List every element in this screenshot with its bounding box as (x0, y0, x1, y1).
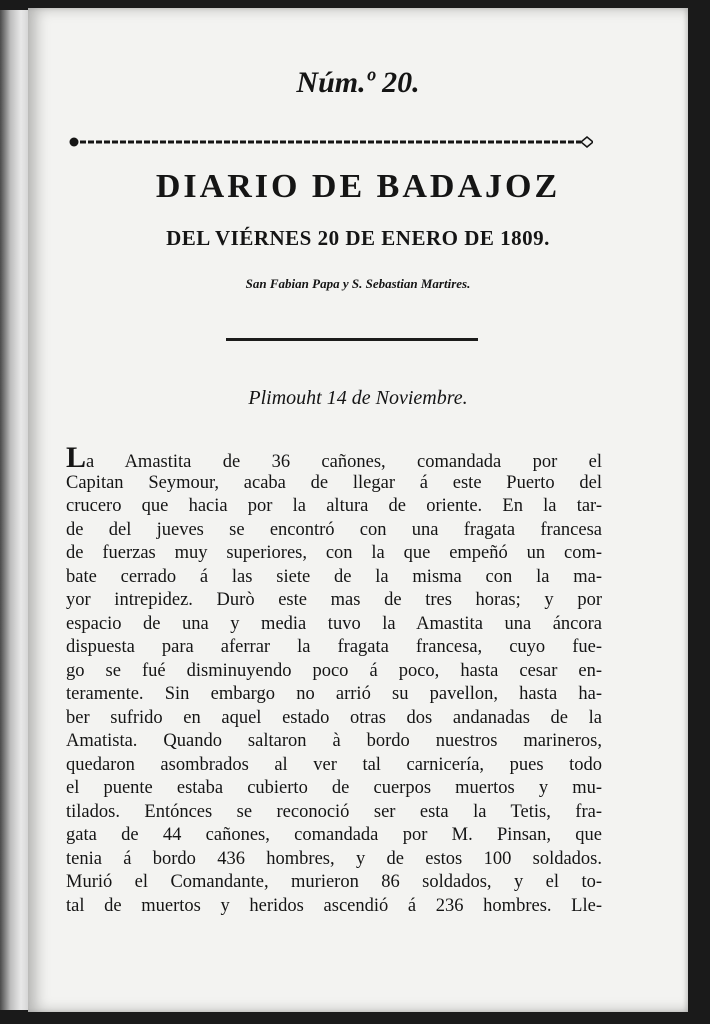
article-line (66, 777, 602, 801)
article-line (66, 613, 602, 637)
article-line (66, 824, 602, 848)
article-line (66, 848, 602, 872)
article-line (66, 519, 602, 543)
dateline: DEL VIÉRNES 20 DE ENERO DE 1809. (166, 226, 550, 250)
article-body (66, 441, 602, 918)
article-line-text: dispuesta para aferrar la fragata francesa, cuyo fue- (66, 637, 602, 657)
article-line-text: de fuerzas muy superiores, con la que empeñó un com- (66, 543, 602, 563)
masthead-title: DIARIO DE BADAJOZ (155, 168, 561, 205)
saints-of-the-day: San Fabian Papa y S. Sebastian Martires. (245, 276, 471, 291)
newspaper-page (28, 8, 688, 1012)
article-line-text: Amatista. Quando saltaron à bordo nuestros marineros, (66, 731, 602, 751)
issue-number: Núm.º 20. (296, 66, 420, 99)
article-line (66, 566, 602, 590)
article-line-text: a Amastita de 36 cañones, comandada por el (86, 452, 602, 472)
article-line (66, 895, 602, 919)
article-line-text: ber sufrido en aquel estado otras dos andanadas de la (66, 707, 602, 728)
article-line (66, 472, 602, 496)
article-line (66, 871, 602, 895)
drop-cap: L (66, 441, 87, 474)
article-line (66, 754, 602, 778)
article-line (66, 707, 602, 731)
article-line (66, 730, 602, 754)
article-line-text: go se fué disminuyendo poco á poco, hasta cesar en- (66, 660, 602, 681)
article-location: Plimouht 14 de Noviembre. (248, 387, 468, 409)
article-line (66, 495, 602, 519)
article-line-text: bate cerrado á las siete de la misma con la ma- (66, 566, 602, 587)
book-binding (0, 10, 30, 1010)
article-line-text: crucero que hacia por la altura de oriente. En la tar- (66, 496, 602, 516)
ornamental-rule (68, 136, 593, 148)
article-line (66, 441, 602, 474)
article-line (66, 801, 602, 825)
section-rule (226, 338, 478, 341)
article-line-text: tilados. Entónces se reconoció ser esta la Tetis, fra- (66, 801, 602, 822)
article-line-text: gata de 44 cañones, comandada por M. Pinsan, que (66, 825, 602, 845)
article-line-text: espacio de una y media tuvo la Amastita una áncora (66, 613, 602, 634)
article-line-text: yor intrepidez. Durò este mas de tres horas; y por (66, 590, 602, 610)
article-line-text: Murió el Comandante, murieron 86 soldados, y el to- (66, 872, 602, 892)
article-line-text: tal de muertos y heridos ascendió á 236 hombres. Lle- (66, 895, 602, 916)
article-line (66, 589, 602, 613)
article-line (66, 542, 602, 566)
article-line (66, 660, 602, 684)
article-line (66, 683, 602, 707)
article-line-text: de del jueves se encontró con una fragata francesa (66, 519, 602, 540)
article-line-text: tenia á bordo 436 hombres, y de estos 100 soldados. (66, 848, 602, 869)
article-line-text: el puente estaba cubierto de cuerpos muertos y mu- (66, 778, 602, 798)
article-line-text: Capitan Seymour, acaba de llegar á este Puerto del (66, 472, 602, 493)
article-line-text: teramente. Sin embargo no arrió su pavellon, hasta ha- (66, 684, 602, 704)
article-line (66, 636, 602, 660)
article-line-text: quedaron asombrados al ver tal carnicería, pues todo (66, 754, 602, 775)
